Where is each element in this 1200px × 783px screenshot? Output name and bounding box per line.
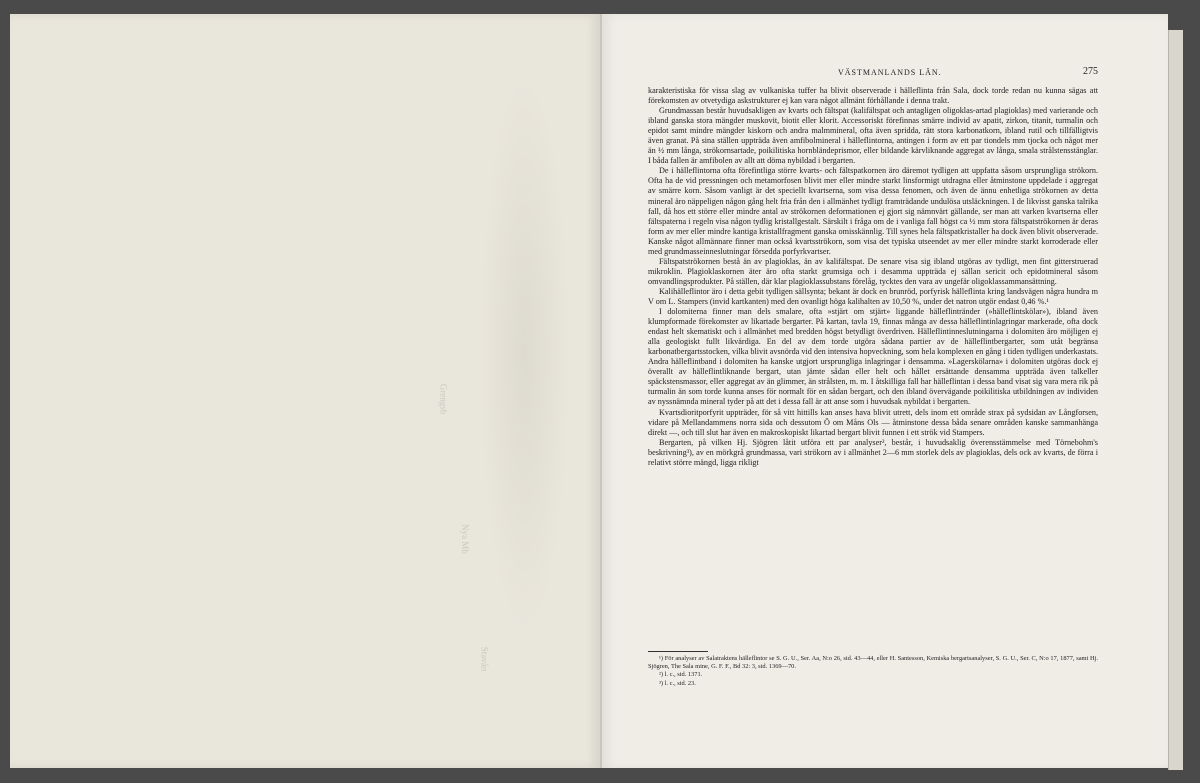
paragraph: De i hälleflintorna ofta förefintliga större kvarts- och fältspatkornen äro däremot tydligen att uppfatta såsom ursprungliga strökorn. Ofta ha de vid pressningen och metamorfosen blivit mer eller mindre starkt linsformigt utdragna eller åtminstone uppdelade i aggregat av smärre korn. Såsom vanligt är det speciellt kvartserna, som visa dessa fenomen, och även de ännu enhetliga strökornen av detta mineral äro näppeligen någon gång helt fria från den i allmänhet tydligt framträdande undulösa utsläckningen. I de likvisst ganska talrika fall, då hos ett större eller mindre antal av strökornen deformationen ej gjort sig nämnvärt gällande, ser man att varken kvartserna eller fältspaterna i regeln visa någon tydlig kristallgestalt. Särskilt i fråga om de i vanliga fall högst ca ½ mm stora fältspatströkornen är deras form av mer eller mindre kantiga kristallfragment ganska omisskännlig. Till synes hela fältspatkristaller ha dock även blivit observerade. Kanske något allmännare finner man också kvartsströkorn, som visa det typiska utseendet av mer eller mindre starkt korroderade eller med grundmasseinneslutningar försedda porfyrkvartser. xyxy=(648,166,1098,256)
running-head xyxy=(648,68,1098,80)
page-edge xyxy=(1168,30,1183,770)
footnote-divider xyxy=(648,651,708,652)
body-text xyxy=(648,86,1098,468)
bleed-through-text: Stavån xyxy=(479,646,490,672)
bleed-through-text: Grengsb xyxy=(438,383,449,415)
page-number: 275 xyxy=(1083,66,1098,77)
bleed-through-text: Nya Mb xyxy=(459,524,470,554)
left-page-blank xyxy=(10,14,600,768)
footnote: ¹) För analyser av Salatraktens hälleflintor se S. G. U., Ser. Aa, N:o 26, sid. 43—44, eller H. Santesson, Kemiska bergartsanalyser, S. G. U., Ser. C, N:o 17, 1877, samt Hj. Sjögren, The Sala mine, G. F. F., Bd 32: 3, sid. 1369—70. xyxy=(648,655,1098,671)
running-title: VÄSTMANLANDS LÄN. xyxy=(838,68,942,77)
paragraph: I dolomiterna finner man dels smalare, ofta »stjärt om stjärt» liggande hälleflintränder (»hälleflintskölar»), ibland även klumpformade förekomster av likartade bergarter. På kartan, tavla 19, finnas många av dessa hälleflintinlagringar markerade, ofta dock endast helt skematiskt och i allmänhet med bredden högst betydligt överdriven. Hälleflintinneslutningarna i dolomiten äro möjligen ej alla geologiskt fullt likvärdiga. En del av dem torde utgöra sådana partier av de hälleflintbergarter, som utåt begränsa karbonatbergartsstocken, vilka blivit avsnörda vid den intensiva hopveckning, som hela komplexen en gång i tiden tydligen underkastats. Andra hälleflintband i dolomiten ha kanske utgjort ursprungliga inlagringar i densamma. »Lagerskölarna» i dolomiten utgöras dock ej överallt av hälleflintliknande bergart, utan jämte sådan eller helt och hållet ersättande densamma uppträda även talkeller späckstensmassor, eller aggregat av än glimmer, än strålsten, m. m. I åtskilliga fall har hälleflintan i dessa band visat sig vara mera rik på turmalin än som torde kunna anses för normalt för en sådan bergart, och den ibland övervägande poikilitiska utbildningen av individen av nyssnämnda mineral tyder på att det i dessa fall är att anse som i huvudsak nybildat i bergarten. xyxy=(648,307,1098,407)
paragraph: Kalihälleflintor äro i detta gebit tydligen sällsynta; bekant är dock en brunröd, porfyrisk hälleflinta kring landsvägen några hundra m V om L. Stampers (invid kartkanten) med den ovanligt höga kalihalten av 10,50 %, under det natron utgör endast 0,46 %.¹ xyxy=(648,286,1098,306)
footnote: ³) l. c., sid. 23. xyxy=(659,679,696,687)
paragraph: Bergarten, på vilken Hj. Sjögren låtit utföra ett par analyser², består, i huvudsaklig överensstämmelse med Törnebohm's beskrivning³), av en mörkgrå grundmassa, vari strökorn av i allmänhet 2—6 mm storlek dels av plagioklas, dels ock av kvarts, de förra i relativt större mängd, ligga rikligt xyxy=(648,437,1098,467)
paragraph: karakteristiska för vissa slag av vulkaniska tuffer ha blivit observerade i hälleflinta från Sala, dock torde redan nu kunna sägas att förekomsten av otvetydiga askstrukturer ej kan vara något allmänt förhållande i denna trakt. xyxy=(648,86,1098,106)
paragraph: Fältspatströkornen bestå än av plagioklas, än av kalifältspat. De senare visa sig ibland utgöras av tydligt, men fint gitterstruerad mikroklin. Plagioklaskornen äter äro ofta starkt grumsiga och i desamma uppträda ej sällan sericit och epidotmineral såsom omvandlingsprodukter. På ställen, där klar plagioklassubstans förelåg, tycktes den vara av ungefär oligoklassammansättning. xyxy=(648,256,1098,286)
footnotes xyxy=(648,655,1098,688)
paragraph: Kvartsdioritporfyrit uppträder, för så vitt hittills kan anses hava blivit utrett, dels inom ett område strax på sydsidan av Långforsen, vidare på Mellandammens norra sida och dessutom Ö om Måns Ols — åtminstone dessa båda senare områden kanske sammanhänga direkt —, och till slut har även en makroskopiskt likartad bergart blivit funnen i ett strök vid Stampers. xyxy=(648,407,1098,437)
paragraph: Grundmassan består huvudsakligen av kvarts och fältspat (kalifältspat och antagligen oligoklas-artad plagioklas) med varierande och ibland ganska stora mängder muskovit, biotit eller klorit. Accessoriskt förefinnas smärre individ av apatit, zirkon, titanit, turmalin och epidot samt mindre mängder kiskorn och andra malmmineral, ofta även spridda, rätt stora karbonatkorn, ibland rutil och tillfälligtvis även granat. På sina ställen uppträda även amfibolmineral i hälleflintorna, antingen i form av ett par tiondels mm tjocka och något mer än ½ mm långa, strökornsartade, poikilitiska hornbländeprismor, eller bildande kärvliknande aggregat av långa, smala strålstensstänglar. I båda fallen är amfibolen av allt att döma nybildad i bergarten. xyxy=(648,106,1098,166)
footnote: ²) l. c., sid. 1371. xyxy=(659,671,703,679)
